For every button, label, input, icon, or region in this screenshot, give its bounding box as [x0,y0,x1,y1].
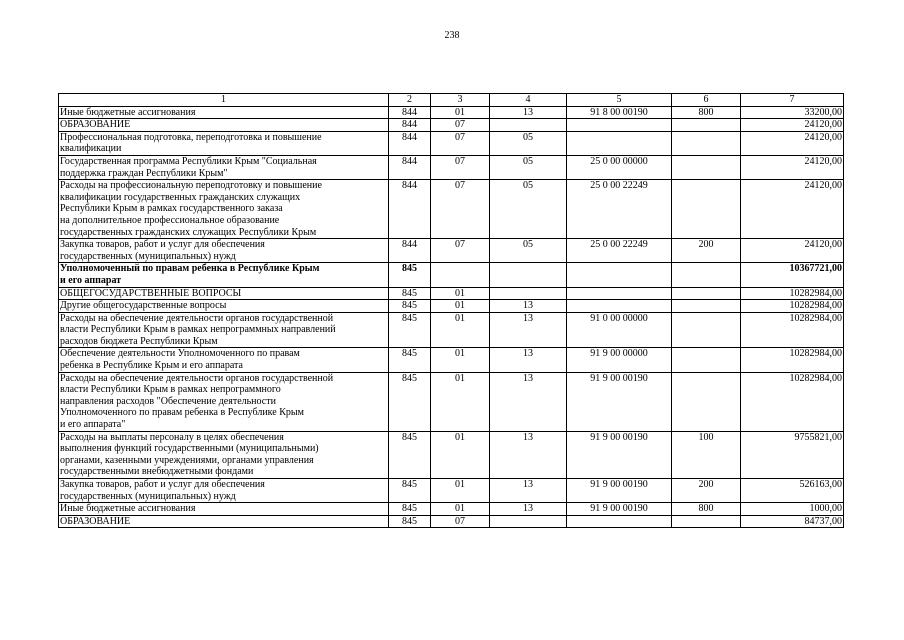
header-cell: 1 [59,94,389,107]
header-cell: 5 [567,94,672,107]
section-code-cell: 01 [431,106,490,119]
expense-type-code-cell: 100 [672,431,741,478]
target-item-code-cell: 91 9 00 00190 [567,479,672,503]
item-name-cell: Закупка товаров, работ и услуг для обеспечения государственных (муниципальных) нужд [59,239,389,263]
item-name-cell: ОБЩЕГОСУДАРСТВЕННЫЕ ВОПРОСЫ [59,287,389,300]
amount-cell: 33200,00 [741,106,844,119]
ministry-code-cell: 845 [389,479,431,503]
amount-cell: 24120,00 [741,119,844,132]
item-name-cell: Обеспечение деятельности Уполномоченного по правам ребенка в Республике Крым и его аппарата [59,348,389,372]
ministry-code-cell: 844 [389,119,431,132]
item-name-cell: Профессиональная подготовка, переподготовка и повышение квалификации [59,131,389,155]
ministry-code-cell: 845 [389,287,431,300]
item-name-cell: ОБРАЗОВАНИЕ [59,119,389,132]
header-cell: 6 [672,94,741,107]
table-row [59,479,844,503]
expense-type-code-cell [672,263,741,287]
section-code-cell: 01 [431,372,490,431]
amount-cell: 10367721,00 [741,263,844,287]
target-item-code-cell [567,515,672,528]
target-item-code-cell: 25 0 00 22249 [567,239,672,263]
section-code-cell: 01 [431,300,490,313]
subsection-code-cell: 13 [490,348,567,372]
item-name-cell: Уполномоченный по правам ребенка в Республике Крым и его аппарат [59,263,389,287]
item-name-cell: Закупка товаров, работ и услуг для обеспечения государственных (муниципальных) нужд [59,479,389,503]
budget-table-body [59,94,844,528]
expense-type-code-cell [672,287,741,300]
header-cell: 2 [389,94,431,107]
amount-cell: 10282984,00 [741,300,844,313]
ministry-code-cell: 845 [389,503,431,516]
section-code-cell: 07 [431,180,490,239]
table-row [59,131,844,155]
table-row [59,239,844,263]
expense-type-code-cell [672,372,741,431]
ministry-code-cell: 844 [389,239,431,263]
table-row [59,300,844,313]
table-row [59,503,844,516]
table-row [59,287,844,300]
ministry-code-cell: 845 [389,431,431,478]
subsection-code-cell: 13 [490,372,567,431]
subsection-code-cell: 05 [490,131,567,155]
section-code-cell: 01 [431,348,490,372]
item-name-cell: Расходы на обеспечение деятельности органов государственной власти Республики Крым в рамках непрограммных направлений расходов бюджета Республики Крым [59,312,389,348]
page-number: 238 [444,30,460,41]
expense-type-code-cell: 200 [672,479,741,503]
ministry-code-cell: 845 [389,300,431,313]
section-code-cell: 01 [431,312,490,348]
amount-cell: 84737,00 [741,515,844,528]
expense-type-code-cell [672,155,741,179]
table-row [59,515,844,528]
section-code-cell [431,263,490,287]
subsection-code-cell: 13 [490,300,567,313]
ministry-code-cell: 844 [389,155,431,179]
section-code-cell: 01 [431,479,490,503]
amount-cell: 9755821,00 [741,431,844,478]
section-code-cell: 01 [431,503,490,516]
amount-cell: 24120,00 [741,131,844,155]
target-item-code-cell [567,263,672,287]
header-cell: 7 [741,94,844,107]
table-row [59,119,844,132]
subsection-code-cell: 13 [490,503,567,516]
table-row [59,372,844,431]
header-cell: 3 [431,94,490,107]
ministry-code-cell: 844 [389,180,431,239]
target-item-code-cell: 91 8 00 00190 [567,106,672,119]
ministry-code-cell: 845 [389,348,431,372]
target-item-code-cell: 25 0 00 00000 [567,155,672,179]
target-item-code-cell: 91 9 00 00190 [567,372,672,431]
target-item-code-cell [567,287,672,300]
table-row [59,312,844,348]
header-row [59,94,844,107]
section-code-cell: 07 [431,155,490,179]
expense-type-code-cell [672,348,741,372]
item-name-cell: Иные бюджетные ассигнования [59,503,389,516]
subsection-code-cell: 05 [490,155,567,179]
ministry-code-cell: 844 [389,106,431,119]
subsection-code-cell [490,119,567,132]
subsection-code-cell: 05 [490,239,567,263]
table-row [59,180,844,239]
section-code-cell: 01 [431,287,490,300]
amount-cell: 10282984,00 [741,348,844,372]
expense-type-code-cell [672,180,741,239]
amount-cell: 24120,00 [741,155,844,179]
item-name-cell: ОБРАЗОВАНИЕ [59,515,389,528]
subsection-code-cell [490,263,567,287]
ministry-code-cell: 844 [389,131,431,155]
table-row [59,106,844,119]
target-item-code-cell [567,131,672,155]
amount-cell: 1000,00 [741,503,844,516]
expense-type-code-cell [672,312,741,348]
expense-type-code-cell [672,131,741,155]
section-code-cell: 07 [431,515,490,528]
subsection-code-cell [490,287,567,300]
expense-type-code-cell: 800 [672,503,741,516]
expense-type-code-cell: 200 [672,239,741,263]
target-item-code-cell: 25 0 00 22249 [567,180,672,239]
table-row [59,155,844,179]
table-row [59,431,844,478]
target-item-code-cell: 91 9 00 00190 [567,503,672,516]
item-name-cell: Другие общегосударственные вопросы [59,300,389,313]
amount-cell: 24120,00 [741,239,844,263]
table-row [59,348,844,372]
section-code-cell: 07 [431,119,490,132]
expense-type-code-cell [672,300,741,313]
amount-cell: 526163,00 [741,479,844,503]
expense-type-code-cell [672,119,741,132]
section-code-cell: 01 [431,431,490,478]
ministry-code-cell: 845 [389,515,431,528]
ministry-code-cell: 845 [389,372,431,431]
section-code-cell: 07 [431,131,490,155]
table-row [59,263,844,287]
subsection-code-cell: 05 [490,180,567,239]
item-name-cell: Государственная программа Республики Крым "Социальная поддержка граждан Республики Крым" [59,155,389,179]
expense-type-code-cell [672,515,741,528]
amount-cell: 10282984,00 [741,287,844,300]
ministry-code-cell: 845 [389,263,431,287]
subsection-code-cell: 13 [490,106,567,119]
target-item-code-cell: 91 9 00 00190 [567,431,672,478]
amount-cell: 10282984,00 [741,372,844,431]
target-item-code-cell [567,300,672,313]
target-item-code-cell: 91 9 00 00000 [567,348,672,372]
header-cell: 4 [490,94,567,107]
subsection-code-cell: 13 [490,312,567,348]
subsection-code-cell: 13 [490,479,567,503]
ministry-code-cell: 845 [389,312,431,348]
item-name-cell: Расходы на обеспечение деятельности органов государственной власти Республики Крым в рамках непрограммного направления расходов "Обеспечение деятельности Уполномоченного по правам ребенка в Республике Крым и его аппарата" [59,372,389,431]
subsection-code-cell [490,515,567,528]
target-item-code-cell: 91 0 00 00000 [567,312,672,348]
item-name-cell: Расходы на выплаты персоналу в целях обеспечения выполнения функций государственными (муниципальными) органами, казенными учреждениями, органами управления государственными внебюджетными фондами [59,431,389,478]
target-item-code-cell [567,119,672,132]
amount-cell: 10282984,00 [741,312,844,348]
expense-type-code-cell: 800 [672,106,741,119]
item-name-cell: Расходы на профессиональную переподготовку и повышение квалификации государственных гражданских служащих Республики Крым в рамках государственного заказа на дополнительное профессиональное образование государственных гражданских служащих Республики Крым [59,180,389,239]
budget-table [58,93,844,528]
amount-cell: 24120,00 [741,180,844,239]
section-code-cell: 07 [431,239,490,263]
subsection-code-cell: 13 [490,431,567,478]
item-name-cell: Иные бюджетные ассигнования [59,106,389,119]
